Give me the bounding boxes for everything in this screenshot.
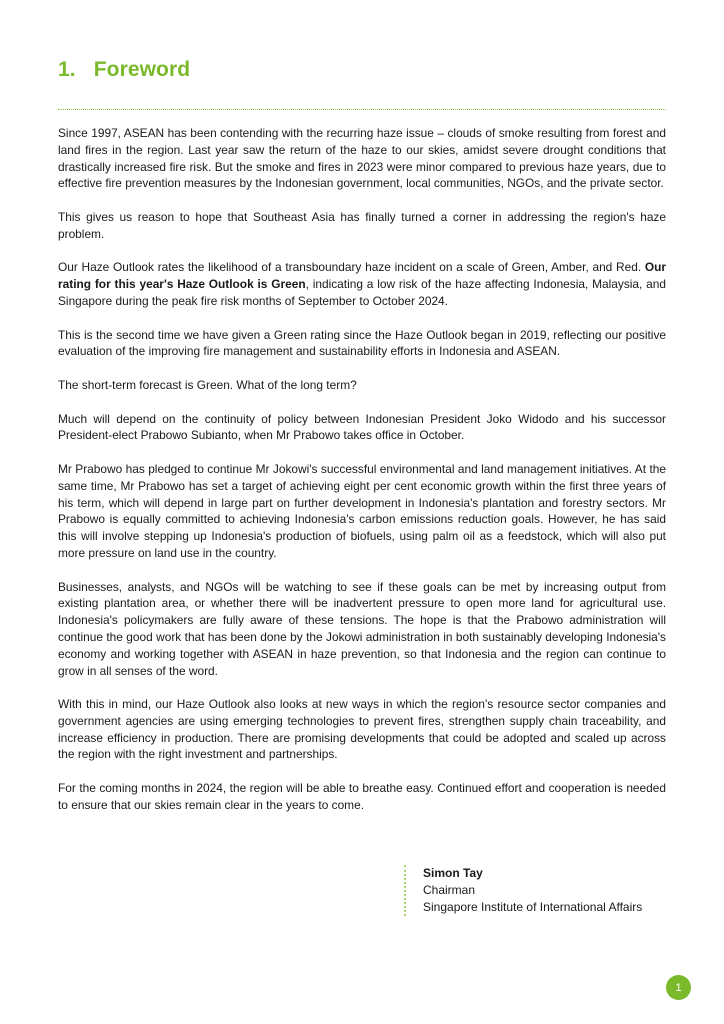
- paragraph: Mr Prabowo has pledged to continue Mr Jokowi's successful environmental and land management initiatives. At the same time, Mr Prabowo has set a target of achieving eight per cent economic growth within the first three years of his term, which will depend in large part on further development in Indonesia's plantation and forestry sectors. Mr Prabowo is equally committed to achieving Indonesia's carbon emissions reduction goals. However, he has said this will involve stepping up Indonesia's production of biofuels, using palm oil as a feedstock, which will also put more pressure on land use in the country.: [58, 461, 666, 560]
- paragraph-text: Our Haze Outlook rates the likelihood of a transboundary haze incident on a scale of Green, Amber, and Red.: [58, 260, 645, 275]
- signature-block: [404, 865, 642, 916]
- dotted-divider: [58, 109, 666, 110]
- paragraph: This gives us reason to hope that Southeast Asia has finally turned a corner in addressing the region's haze problem.: [58, 209, 666, 241]
- paragraph: This is the second time we have given a Green rating since the Haze Outlook began in 2019, reflecting our positive evaluation of the improving fire management and sustainability efforts in Indonesia and ASEAN.: [58, 327, 666, 359]
- paragraph: The short-term forecast is Green. What of the long term?: [58, 377, 357, 392]
- rating-statement: Our rating for this year's Haze Outlook is Green: [58, 260, 666, 292]
- paragraph: Much will depend on the continuity of policy between Indonesian President Joko Widodo and his successor President-elect Prabowo Subianto, when Mr Prabowo takes office in October.: [58, 411, 666, 443]
- page-number-badge: 1: [666, 975, 691, 1000]
- signatory-role: Chairman: [423, 883, 476, 897]
- paragraph: [58, 259, 666, 309]
- section-title: Foreword: [93, 58, 191, 81]
- paragraph-text: , indicating a low risk of the haze affecting Indonesia, Malaysia, and Singapore during the peak fire risk months of September to October 2024.: [58, 277, 666, 308]
- paragraph: With this in mind, our Haze Outlook also looks at new ways in which the region's resource sector companies and government agencies are using emerging technologies to prevent fires, strengthen supply chain traceability, and increase efficiency in production. There are promising developments that could be adopted and scaled up across the region with the right investment and partnerships.: [58, 697, 666, 762]
- signatory-name: Simon Tay: [423, 866, 483, 880]
- foreword-body: [58, 125, 666, 830]
- paragraph: Businesses, analysts, and NGOs will be watching to see if these goals can be met by increasing output from existing plantation area, or whether there will be inadvertent pressure to open more land for agricultural use. Indonesia's policymakers are fully aware of these tensions. The hope is that the Prabowo administration will continue the good work that has been done by the Jokowi administration in both sustainably developing Indonesia's economy and working together with ASEAN in haze prevention, so that Indonesia and the region can continue to grow in all senses of the word.: [58, 579, 666, 678]
- signatory-organization: Singapore Institute of International Affairs: [423, 900, 643, 914]
- paragraph: Since 1997, ASEAN has been contending with the recurring haze issue – clouds of smoke resulting from forest and land fires in the region. Last year saw the return of the haze to our skies, amidst severe drought conditions that drastically increased fire risk. But the smoke and fires in 2023 were minor compared to previous haze years, due to effective fire prevention measures by the Indonesian government, local communities, NGOs, and the private sector.: [58, 126, 666, 191]
- section-heading: [58, 58, 190, 82]
- section-number: 1.: [58, 58, 76, 81]
- paragraph: For the coming months in 2024, the region will be able to breathe easy. Continued effort and cooperation is needed to ensure that our skies remain clear in the years to come.: [58, 781, 666, 812]
